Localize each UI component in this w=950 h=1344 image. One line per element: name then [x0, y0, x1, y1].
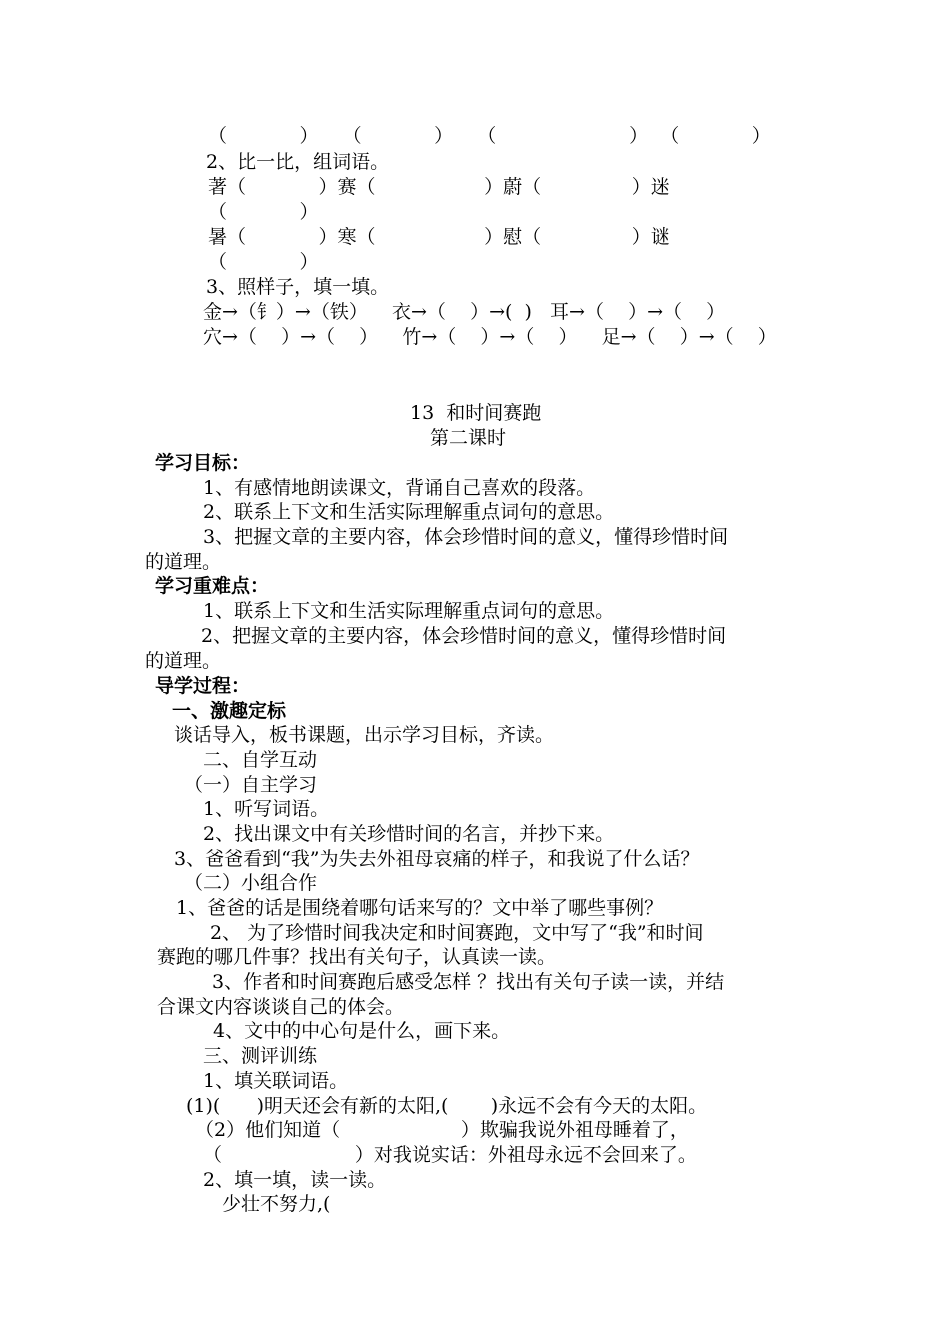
s2a-item-3: 3、爸爸看到“我”为失去外祖母哀痛的样子，和我说了什么话？: [174, 848, 700, 870]
q2-row-2: 暑（ ）寒（ ）慰（ ）谜: [208, 226, 670, 248]
goal-item-1: 1、有感情地朗读课文，背诵自己喜欢的段落。: [203, 477, 596, 499]
section-3-heading: 三、测评训练: [203, 1045, 318, 1067]
s2b-item-2: 2、 为了珍惜时间我决定和时间赛跑，文中写了“我”和时间: [210, 922, 704, 944]
section-1-text: 谈话导入，板书课题，出示学习目标，齐读。: [174, 724, 555, 746]
s2b-item-3-cont: 合课文内容谈谈自己的体会。: [157, 996, 405, 1018]
section-2a-heading: （一）自主学习: [184, 774, 318, 796]
lesson-title: 13 和时间赛跑: [410, 402, 542, 424]
keypoints-heading: 学习重难点：: [155, 575, 270, 597]
q2-row-2-tail: （ ）: [208, 251, 319, 273]
s2b-item-2-cont: 赛跑的哪几件事？找出有关句子，认真读一读。: [157, 946, 557, 968]
s3-proverb: 少壮不努力,(: [222, 1193, 331, 1215]
s3-item-1: 1、填关联词语。: [203, 1070, 349, 1092]
process-heading: 导学过程：: [155, 675, 251, 697]
s3-fill-1: (1)( )明天还会有新的太阳,( )永远不会有今天的太阳。: [186, 1095, 708, 1117]
goal-item-2: 2、联系上下文和生活实际理解重点词句的意思。: [203, 501, 615, 523]
q3-row-1: 金→（钅）→（铁） 衣→（ ）→( ) 耳→（ ）→（ ）: [203, 301, 726, 323]
s3-fill-2-cont: （ ）对我说实话：外祖母永远不会回来了。: [203, 1144, 697, 1166]
goals-heading: 学习目标：: [155, 452, 251, 474]
s3-item-2: 2、填一填，读一读。: [203, 1169, 387, 1191]
lesson-subtitle: 第二课时: [430, 427, 507, 449]
s3-fill-2: （2）他们知道（ ）欺骗我说外祖母睡着了，: [195, 1119, 689, 1141]
section-2-heading: 二、自学互动: [203, 749, 318, 771]
s2b-item-1: 1、爸爸的话是围绕着哪句话来写的？文中举了哪些事例？: [176, 897, 664, 919]
q2-row-1: 著（ ）赛（ ）蔚（ ）迷: [208, 176, 670, 198]
keypoint-item-1: 1、联系上下文和生活实际理解重点词句的意思。: [203, 600, 615, 622]
q3-title: 3、照样子，填一填。: [206, 276, 390, 298]
section-1-heading: 一、激趣定标: [172, 700, 287, 722]
goal-item-3-cont: 的道理。: [145, 551, 222, 573]
s2b-item-3: 3、作者和时间赛跑后感受怎样 ？找出有关句子读一读，并结: [212, 971, 725, 993]
q2-title: 2、比一比，组词语。: [206, 151, 390, 173]
section-2b-heading: （二）小组合作: [184, 872, 318, 894]
goal-item-3: 3、把握文章的主要内容，体会珍惜时间的意义，懂得珍惜时间: [203, 526, 729, 548]
keypoint-item-2-cont: 的道理。: [145, 650, 222, 672]
top-blank-row: （ ） （ ） （ ） （ ）: [208, 125, 771, 147]
keypoint-item-2: 2、把握文章的主要内容，体会珍惜时间的意义，懂得珍惜时间: [201, 625, 727, 647]
s2a-item-2: 2、找出课文中有关珍惜时间的名言，并抄下来。: [203, 823, 615, 845]
s2a-item-1: 1、听写词语。: [203, 798, 330, 820]
q3-row-2: 穴→（ ）→（ ） 竹→（ ）→（ ） 足→（ ）→（ ）: [203, 326, 777, 348]
s2b-item-4: 4、文中的中心句是什么，画下来。: [213, 1020, 511, 1042]
q2-row-1-tail: （ ）: [208, 201, 319, 223]
